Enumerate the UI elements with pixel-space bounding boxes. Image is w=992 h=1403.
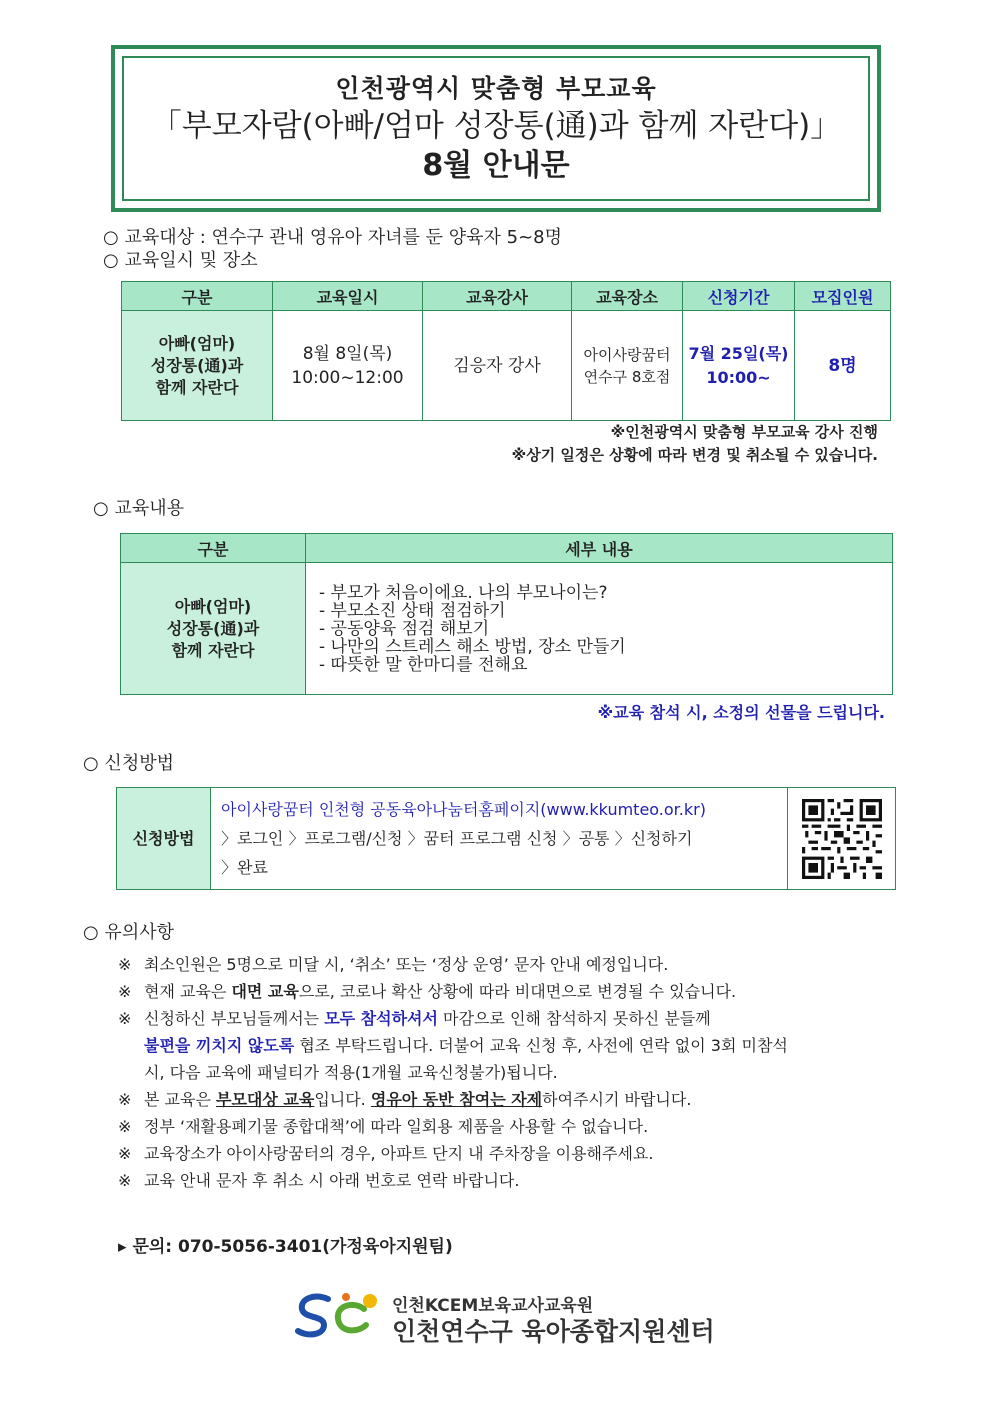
caution-text: 으로, 코로나 확산 상황에 따라 비대면으로 변경될 수 있습니다.: [298, 982, 737, 1001]
caution-item-3-cont: [118, 1032, 788, 1059]
caution-text: 하여주시기 바랍니다.: [542, 1090, 692, 1109]
content-heading: ○ 교육내용: [93, 498, 184, 519]
schedule-place-line: 연수구 8호점: [583, 367, 671, 386]
caution-text: 입니다.: [314, 1090, 371, 1109]
datetime-place-heading: ○ 교육일시 및 장소: [103, 250, 258, 271]
content-list: [307, 584, 891, 674]
caution-item-3: [118, 1005, 788, 1032]
caution-item-4: [118, 1086, 788, 1113]
apply-steps-line-1: 〉로그인 〉프로그램/신청 〉꿈터 프로그램 신청 〉공통 〉신청하기: [221, 829, 693, 848]
title-line-3: 8월 안내문: [422, 147, 570, 183]
caution-text: 협조 부탁드립니다. 더불어 교육 신청 후, 사전에 연락 없이 3회 미참석: [294, 1036, 788, 1055]
caution-emphasis: 대면 교육: [231, 982, 299, 1001]
caution-emphasis-blue: 불편을 끼치지 않도록: [144, 1036, 295, 1055]
caution-mark: ※: [118, 1144, 132, 1163]
caution-item-5: [118, 1113, 788, 1140]
schedule-category-line: 아빠(엄마): [158, 333, 236, 353]
schedule-date-cell: [273, 311, 423, 421]
apply-detail-cell: [211, 788, 788, 890]
footer-org-large: 인천연수구 육아종합지원센터: [392, 1317, 715, 1346]
center-logo-icon: [294, 1289, 386, 1343]
target-line: ○ 교육대상 : 연수구 관내 영유아 자녀를 둔 양육자 5~8명: [103, 227, 563, 248]
content-header-detail: 세부 내용: [306, 534, 893, 563]
schedule-category-line: 성장통(通)과: [150, 355, 244, 375]
schedule-header-date: 교육일시: [273, 282, 423, 311]
title-line-1: 인천광역시 맞춤형 부모교육: [335, 73, 657, 103]
caution-list: [118, 951, 788, 1194]
apply-site-link[interactable]: 아이사랑꿈터 인천형 공동육아나눔터홈페이지(www.kkumteo.or.kr): [221, 800, 706, 819]
apply-table: [116, 787, 896, 890]
caution-emphasis: 영유아 동반 참여는 자제: [370, 1090, 543, 1109]
qr-code-icon[interactable]: [802, 799, 882, 879]
schedule-header-period: 신청기간: [683, 282, 795, 311]
caution-text: 정부 ‘재활용폐기물 종합대책’에 따라 일회용 제품을 사용할 수 없습니다.: [144, 1117, 649, 1136]
caution-item-7: [118, 1167, 788, 1194]
schedule-header-capacity: 모집인원: [795, 282, 891, 311]
list-item: - 공동양육 점검 해보기: [319, 618, 490, 639]
caution-text: 신청하신 부모님들께서는: [144, 1009, 325, 1028]
schedule-period-date: 7월 25일(목): [688, 343, 789, 363]
schedule-place-line: 아이사랑꿈터: [583, 345, 671, 364]
caution-heading: ○ 유의사항: [83, 922, 174, 943]
content-header-category: 구분: [121, 534, 306, 563]
list-item: - 부모가 처음이에요. 나의 부모나이는?: [319, 582, 608, 603]
title-inner-box: [122, 56, 870, 201]
caution-text: 현재 교육은: [144, 982, 232, 1001]
content-detail-cell: [306, 563, 893, 695]
caution-text: 교육장소가 아이사랑꿈터의 경우, 아파트 단지 내 주차장을 이용해주세요.: [144, 1144, 654, 1163]
caution-item-3-cont: [118, 1059, 788, 1086]
caution-text: 마감으로 인해 참석하지 못하신 분들께: [437, 1009, 711, 1028]
schedule-category-cell: [122, 311, 273, 421]
content-category-line: 아빠(엄마): [174, 596, 252, 616]
content-category-line: 함께 자란다: [171, 640, 255, 660]
caution-emphasis-blue: 모두 참석하셔서: [324, 1009, 438, 1028]
schedule-header-place: 교육장소: [572, 282, 683, 311]
title-box: [111, 45, 881, 212]
schedule-period-cell: [683, 311, 795, 421]
schedule-place-cell: [572, 311, 683, 421]
apply-steps-line-2: 〉완료: [221, 858, 268, 877]
caution-text: 본 교육은: [144, 1090, 216, 1109]
content-category-line: 성장통(通)과: [166, 618, 260, 638]
schedule-period-time: 10:00~: [706, 367, 771, 387]
qr-cell: [788, 788, 896, 890]
caution-mark: ※: [118, 1117, 132, 1136]
apply-heading: ○ 신청방법: [83, 753, 174, 774]
caution-mark: ※: [118, 1009, 132, 1028]
schedule-table: [121, 281, 891, 421]
footer-org-small: 인천KCEM보육교사교육원: [392, 1296, 594, 1316]
schedule-instructor-cell: 김응자 강사: [423, 311, 572, 421]
schedule-category-line: 함께 자란다: [155, 377, 239, 397]
caution-mark: ※: [118, 982, 132, 1001]
schedule-header-category: 구분: [122, 282, 273, 311]
schedule-header-instructor: 교육강사: [423, 282, 572, 311]
apply-label-cell: 신청방법: [117, 788, 211, 890]
caution-text: 시, 다음 교육에 패널티가 적용(1개월 교육신청불가)됩니다.: [144, 1063, 558, 1082]
list-item: - 따뜻한 말 한마디를 전해요: [319, 654, 528, 675]
caution-mark: ※: [118, 1090, 132, 1109]
schedule-note-1: ※인천광역시 맞춤형 부모교육 강사 진행: [610, 423, 878, 441]
schedule-note-2: ※상기 일정은 상황에 따라 변경 및 취소될 수 있습니다.: [511, 446, 878, 464]
contact-info: ▸ 문의: 070-5056-3401(가정육아지원팀): [118, 1237, 453, 1257]
list-item: - 나만의 스트레스 해소 방법, 장소 만들기: [319, 636, 626, 657]
title-line-2: 「부모자람(아빠/엄마 성장통(通)과 함께 자란다)」: [150, 107, 842, 144]
caution-item-2: [118, 978, 788, 1005]
content-category-cell: [121, 563, 306, 695]
schedule-capacity-cell: 8명: [795, 311, 891, 421]
caution-text: 최소인원은 5명으로 미달 시, ‘취소’ 또는 ‘정상 운영’ 문자 안내 예정입니다.: [144, 955, 669, 974]
caution-item-6: [118, 1140, 788, 1167]
caution-item-1: [118, 951, 788, 978]
caution-emphasis: 부모대상 교육: [216, 1090, 315, 1109]
schedule-date-time: 10:00~12:00: [291, 367, 404, 388]
list-item: - 부모소진 상태 점검하기: [319, 600, 506, 621]
gift-note: ※교육 참석 시, 소정의 선물을 드립니다.: [597, 703, 885, 722]
caution-mark: ※: [118, 1171, 132, 1190]
caution-mark: ※: [118, 955, 132, 974]
content-table: [120, 533, 893, 695]
caution-text: 교육 안내 문자 후 취소 시 아래 번호로 연락 바랍니다.: [144, 1171, 520, 1190]
schedule-date-day: 8월 8일(목): [302, 343, 393, 364]
